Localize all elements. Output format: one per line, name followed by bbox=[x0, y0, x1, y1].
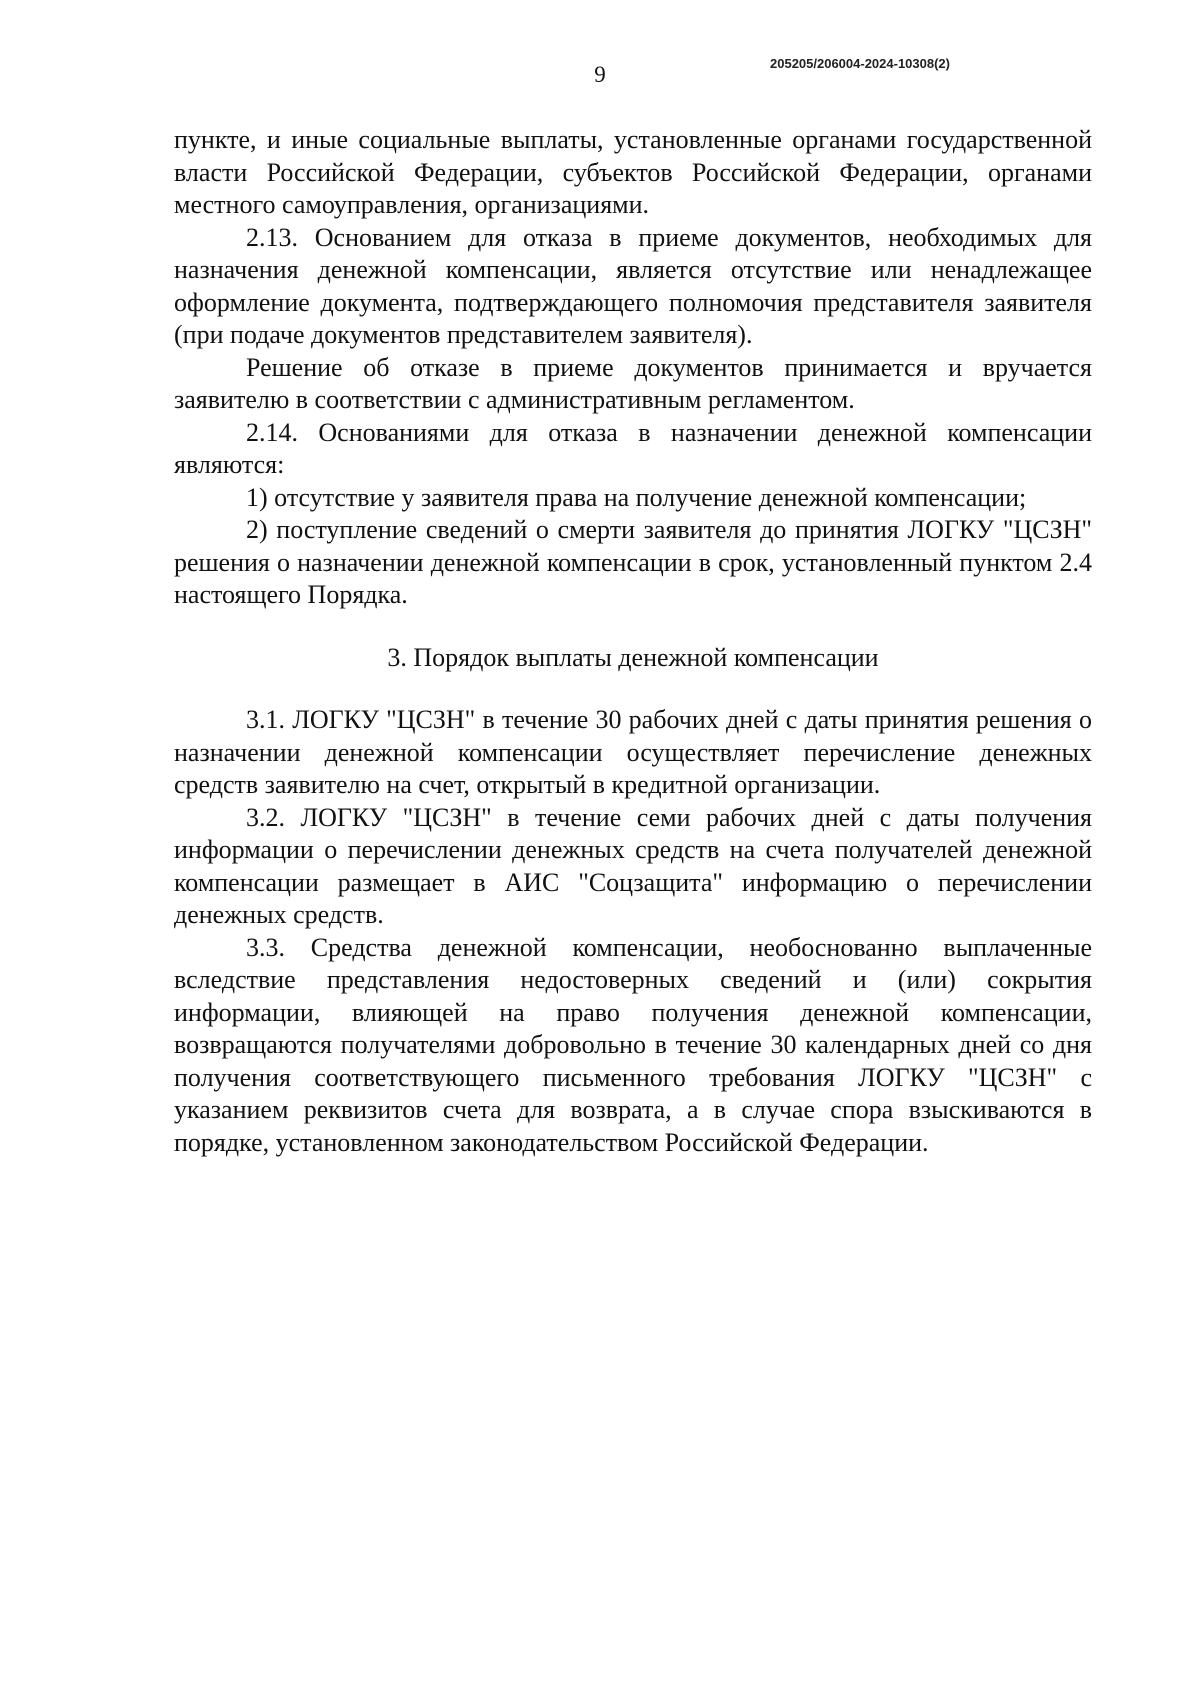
paragraph-3-3: 3.3. Средства денежной компенсации, необоснованно выплаченные вследствие представления недостоверных сведений и (или) сокрытия информации, влияющей на право получения денежной компенсации, возвращаются получателями добровольно в течение 30 календарных дней со дня получения соответствующего письменного требования ЛОГКУ "ЦСЗН" с указанием реквизитов счета для возврата, а в случае спора взыскиваются в порядке, установленном законодательством Российской Федерации. bbox=[174, 932, 1092, 1157]
paragraph-refusal-decision: Решение об отказе в приеме документов принимается и вручается заявителю в соответствии с административным регламентом. bbox=[174, 352, 1092, 414]
document-id: 205205/206004-2024-10308(2) bbox=[770, 56, 950, 71]
paragraph-3-1: 3.1. ЛОГКУ "ЦСЗН" в течение 30 рабочих дней с даты принятия решения о назначении денежной компенсации осуществляет перечисление денежных средств заявителю на счет, открытый в кредитной организации. bbox=[174, 705, 1092, 799]
list-item-1: 1) отсутствие у заявителя права на получение денежной компенсации; bbox=[246, 482, 1027, 512]
paragraph-continuation: пункте, и иные социальные выплаты, установленные органами государственной власти Российской Федерации, субъектов Российской Федерации, органами местного самоуправления, организациями. bbox=[174, 125, 1092, 219]
list-item-2: 2) поступление сведений о смерти заявителя до принятия ЛОГКУ "ЦСЗН" решения о назначении денежной компенсации в срок, установленный пунктом 2.4 настоящего Порядка. bbox=[174, 515, 1092, 609]
section-title: 3. Порядок выплаты денежной компенсации bbox=[387, 642, 879, 672]
paragraph-3-2: 3.2. ЛОГКУ "ЦСЗН" в течение семи рабочих дней с даты получения информации о перечислении денежных средств на счета получателей денежной компенсации размещает в АИС "Соцзащита" информацию о перечислении денежных средств. bbox=[174, 802, 1092, 929]
paragraph-2-13: 2.13. Основанием для отказа в приеме документов, необходимых для назначения денежной компенсации, является отсутствие или ненадлежащее оформление документа, подтверждающего полномочия представителя заявителя (при подаче документов представителем заявителя). bbox=[174, 222, 1092, 349]
paragraph-2-14: 2.14. Основаниями для отказа в назначении денежной компенсации являются: bbox=[174, 417, 1092, 479]
document-body bbox=[174, 124, 1092, 1159]
page-number: 9 bbox=[594, 62, 606, 87]
